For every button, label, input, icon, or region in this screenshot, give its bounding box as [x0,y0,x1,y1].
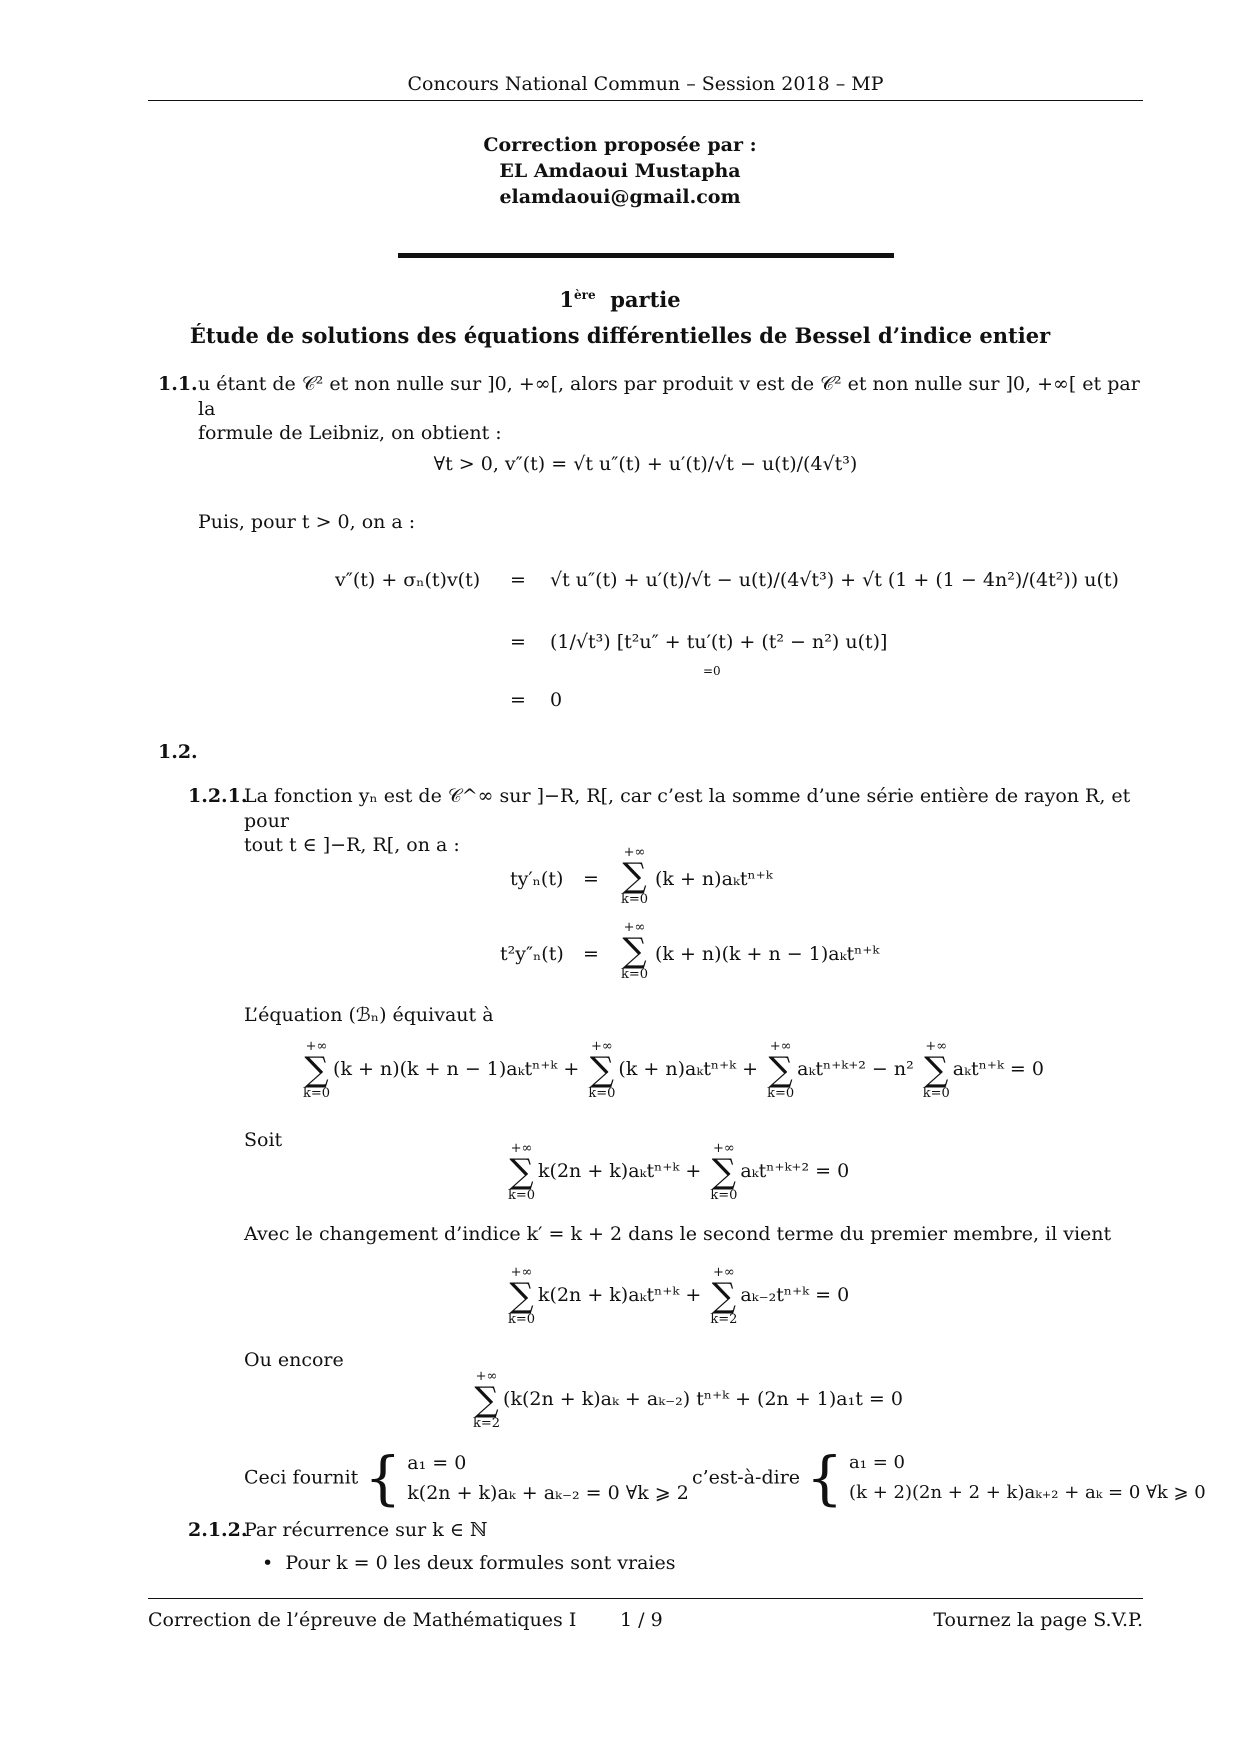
part-label: partie [610,287,681,312]
equation-f [470,1370,903,1430]
sum-operator: +∞ ∑ k=2 [473,1369,501,1431]
equation-c-term-1: (k + n)(k + n − 1)aₖtⁿ⁺ᵏ + [333,1058,580,1080]
footer-left: Correction de l’épreuve de Mathématiques I [148,1609,577,1631]
author-line-1: Correction proposée par : [483,134,757,156]
cest-a-dire-text: c’est-à-dire [692,1466,801,1489]
left-brace: { [364,1444,402,1512]
section-1-2-1-number: 1.2.1. [188,785,248,807]
equation-f-body: (k(2n + k)aₖ + aₖ₋₂) tⁿ⁺ᵏ + (2n + 1)a₁t = 0 [503,1388,903,1410]
equation-e-term-2: aₖ₋₂tⁿ⁺ᵏ = 0 [740,1284,850,1306]
equation-2-eq-2: = [510,631,526,653]
equation-equivalence-text: L’équation (ℬₙ) équivaut à [244,1004,494,1026]
section-1-2-1-line-a: La fonction yₙ est de 𝒞^∞ sur ]−R, R[, car c’est la somme d’une série entière de rayon R, et pour [244,785,1131,832]
title-rule [398,253,894,258]
header-rule [148,100,1143,101]
system-2 [849,1448,1206,1508]
equation-a-rhs: (k + n)aₖtⁿ⁺ᵏ [655,868,773,890]
equation-d [505,1142,849,1202]
equation-c [300,1040,1044,1100]
equation-a-eq: = [583,868,599,890]
sum-operator: +∞ ∑ k=0 [710,1141,738,1203]
equation-c-term-2: (k + n)aₖtⁿ⁺ᵏ + [618,1058,759,1080]
section-1-2-1-text [244,784,1144,858]
sum-operator: +∞ ∑ k=0 [508,1265,536,1327]
equation-2-eq-3: = [510,689,526,711]
equation-b-rhs: (k + n)(k + n − 1)aₖtⁿ⁺ᵏ [655,943,880,965]
equation-d-term-2: aₖtⁿ⁺ᵏ⁺² = 0 [740,1160,850,1182]
system-1 [407,1448,689,1508]
sum-operator: +∞ ∑ k=0 [621,845,649,907]
equation-2-lhs: v″(t) + σₙ(t)v(t) [335,569,481,591]
bullet-item [262,1551,676,1576]
section-2-1-2-text: Par récurrence sur k ∈ ℕ [244,1519,488,1541]
equation-a-sum [618,846,651,906]
system-1-line-b: k(2n + k)aₖ + aₖ₋₂ = 0 ∀k ⩾ 2 [407,1482,689,1504]
equation-2-row-1: √t u″(t) + u′(t)/√t − u(t)/(4√t³) + √t (1 + (1 − 4n²)/(4t²)) u(t) [550,569,1119,591]
author-email: elamdaoui@gmail.com [499,186,741,208]
equation-v-second: ∀t > 0, v″(t) = √t u″(t) + u′(t)/√t − u(t)/(4√t³) [433,453,858,475]
equation-2-underbrace-note: =0 [703,664,721,678]
footer-rule [148,1598,1143,1599]
section-1-1-text [198,372,1143,446]
system-1-line-a: a₁ = 0 [407,1452,467,1474]
section-1-1-number: 1.1. [158,373,198,395]
equation-2-eq-1: = [510,569,526,591]
equation-2-row-2: (1/√t³) [t²u″ + tu′(t) + (t² − n²) u(t)] [550,631,888,653]
sum-operator: +∞ ∑ k=0 [588,1039,616,1101]
part-ordinal: ère [574,288,596,302]
section-1-1-line-b: formule de Leibniz, on obtient : [198,422,502,445]
cest-a-dire-row [692,1444,1206,1512]
part-title: Étude de solutions des équations différentielles de Bessel d’indice entier [189,323,1051,348]
sum-operator: +∞ ∑ k=0 [767,1039,795,1101]
section-1-2-number: 1.2. [158,741,198,763]
sum-operator: +∞ ∑ k=0 [303,1039,331,1101]
sum-operator: +∞ ∑ k=0 [508,1141,536,1203]
equation-c-term-4: aₖtⁿ⁺ᵏ = 0 [952,1058,1044,1080]
bullet-icon: • [262,1552,274,1574]
equation-c-term-3: aₖtⁿ⁺ᵏ⁺² − n² [797,1058,914,1080]
ceci-fournit-text: Ceci fournit [244,1466,359,1489]
footer-right: Tournez la page S.V.P. [933,1609,1143,1631]
equation-2-row-3: 0 [550,689,563,711]
section-1-2-1-line-b: tout t ∈ ]−R, R[, on a : [244,834,460,857]
running-header: Concours National Commun – Session 2018 – MP [407,73,884,95]
author-block [0,132,1240,210]
section-1-1-line-a: u étant de 𝒞² et non nulle sur ]0, +∞[, alors par produit v est de 𝒞² et non nulle sur ]0, +∞[ et par la [198,373,1140,420]
equation-b-lhs: t²y″ₙ(t) [500,943,564,965]
page-number: 1 / 9 [620,1609,663,1631]
equation-b-eq: = [583,943,599,965]
sum-operator: +∞ ∑ k=0 [621,920,649,982]
equation-a-lhs: ty′ₙ(t) [510,868,564,890]
equation-d-term-1: k(2n + k)aₖtⁿ⁺ᵏ + [538,1160,702,1182]
part-heading [0,286,1240,313]
sum-operator: +∞ ∑ k=0 [922,1039,950,1101]
changement-text: Avec le changement d’indice k′ = k + 2 dans le second terme du premier membre, il vient [244,1223,1112,1245]
system-2-line-b: (k + 2)(2n + 2 + k)aₖ₊₂ + aₖ = 0 ∀k ⩾ 0 [849,1482,1206,1503]
left-brace: { [806,1444,843,1512]
ceci-fournit-row [244,1444,689,1512]
equation-e-term-1: k(2n + k)aₖtⁿ⁺ᵏ + [538,1284,702,1306]
ou-encore-text: Ou encore [244,1349,344,1371]
sum-operator: +∞ ∑ k=2 [710,1265,738,1327]
equation-e [505,1266,849,1326]
equation-b-sum [618,921,651,981]
system-2-line-a: a₁ = 0 [849,1452,905,1473]
section-1-1-puis: Puis, pour t > 0, on a : [198,511,416,533]
section-2-1-2-number: 2.1.2. [188,1519,248,1541]
part-number: 1 [559,287,574,312]
soit-text: Soit [244,1129,283,1151]
bullet-text: Pour k = 0 les deux formules sont vraies [285,1552,676,1574]
author-name: EL Amdaoui Mustapha [499,160,741,182]
